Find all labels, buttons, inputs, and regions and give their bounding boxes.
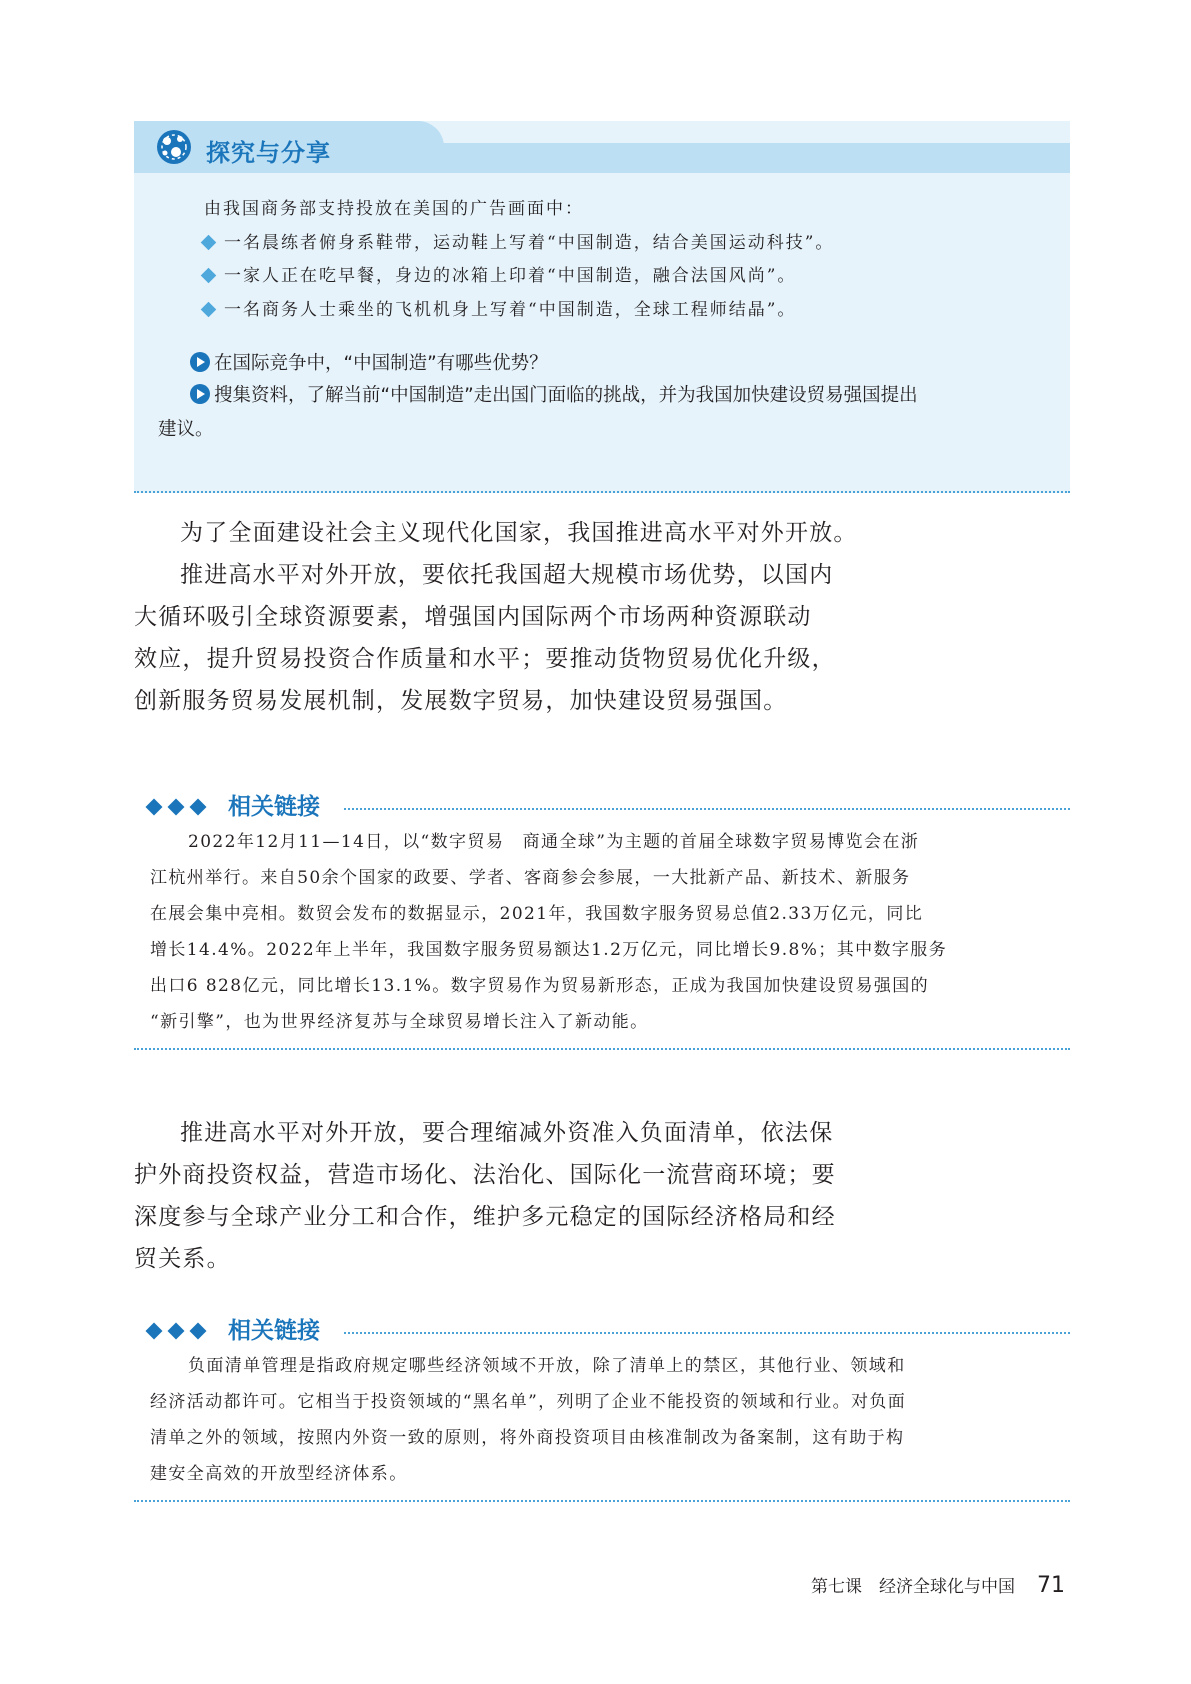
- question-2-continued: 建议。: [158, 419, 214, 440]
- dotted-divider: [344, 808, 1070, 810]
- explore-share-box: [134, 121, 1070, 493]
- chapter-title: 第七课 经济全球化与中国: [811, 1577, 1015, 1597]
- diamond-bullet-icon: [201, 268, 217, 284]
- page-number: 71: [1037, 1573, 1065, 1598]
- diamond-bullet-icon: [201, 302, 217, 318]
- related-link-box-2: [134, 1312, 1070, 1502]
- explore-bullet: 一家人正在吃早餐，身边的冰箱上印着“中国制造，融合法国风尚”。: [201, 261, 796, 286]
- explore-header-bar: [434, 143, 1070, 173]
- related-link-header: [134, 1312, 1070, 1348]
- body-paragraph-2: 推进高水平对外开放，要合理缩减外资准入负面清单，依法保 护外商投资权益，营造市场化、法治化、国际化一流营商环境；要 深度参与全球产业分工和合作，维护多元稳定的国际经济格局和经 贸关系。: [134, 1120, 836, 1272]
- page-footer: [811, 1572, 1065, 1598]
- diamond-bullet-icon: [201, 235, 217, 251]
- explore-title: 探究与分享: [206, 139, 331, 167]
- dotted-divider: [344, 1332, 1070, 1334]
- related-link-text: 2022年12月11—14日，以“数字贸易 商通全球”为主题的首届全球数字贸易博览会在浙 江杭州举行。来自50余个国家的政要、学者、客商参会参展，一大批新产品、新技术、新服务 在展会集中亮相。数贸会发布的数据显示，2021年，我国数字服务贸易总值2.33万亿元，同比 增长14.4%。2022年上半年，我国数字服务贸易额达1.2万亿元，同比增长9.8%；其中数字服务 出口6 828亿元，同比增长13.1%。数字贸易作为贸易新形态，正成为我国加快建设贸易强国的 “新引擎”，也为世界经济复苏与全球贸易增长注入了新动能。: [150, 832, 948, 1032]
- dotted-divider: [134, 1048, 1070, 1050]
- molecule-icon: [154, 127, 194, 167]
- question-1: 在国际竞争中，“中国制造”有哪些优势？: [190, 349, 548, 375]
- related-link-title: 相关链接: [228, 1318, 320, 1344]
- explore-bullet: 一名晨练者俯身系鞋带，运动鞋上写着“中国制造，结合美国运动科技”。: [201, 228, 834, 253]
- related-link-box-1: [134, 788, 1070, 1050]
- explore-bullet: 一名商务人士乘坐的飞机机身上写着“中国制造，全球工程师结晶”。: [201, 295, 796, 320]
- explore-intro: 由我国商务部支持投放在美国的广告画面中：: [204, 199, 584, 219]
- related-link-title: 相关链接: [228, 794, 320, 820]
- related-link-text: 负面清单管理是指政府规定哪些经济领域不开放，除了清单上的禁区，其他行业、领域和 经济活动都许可。它相当于投资领域的“黑名单”，列明了企业不能投资的领域和行业。对负面 清单之外的领域，按照内外资一致的原则，将外商投资项目由核准制改为备案制，这有助于构 建安全高效的开放型经济体系。: [150, 1356, 907, 1484]
- diamond-icons: [148, 798, 214, 817]
- diamond-icons: [148, 1322, 214, 1341]
- dotted-divider: [134, 1500, 1070, 1502]
- body-paragraph-1: 为了全面建设社会主义现代化国家，我国推进高水平对外开放。 推进高水平对外开放，要依托我国超大规模市场优势，以国内 大循环吸引全球资源要素，增强国内国际两个市场两种资源联动 效应，提升贸易投资合作质量和水平；要推动货物贸易优化升级， 创新服务贸易发展机制，发展数字贸易，加快建设贸易强国。: [134, 520, 858, 714]
- arrow-circle-icon: [190, 352, 210, 372]
- related-link-header: [134, 788, 1070, 824]
- question-2: 搜集资料，了解当前“中国制造”走出国门面临的挑战，并为我国加快建设贸易强国提出: [190, 381, 918, 407]
- arrow-circle-icon: [190, 384, 210, 404]
